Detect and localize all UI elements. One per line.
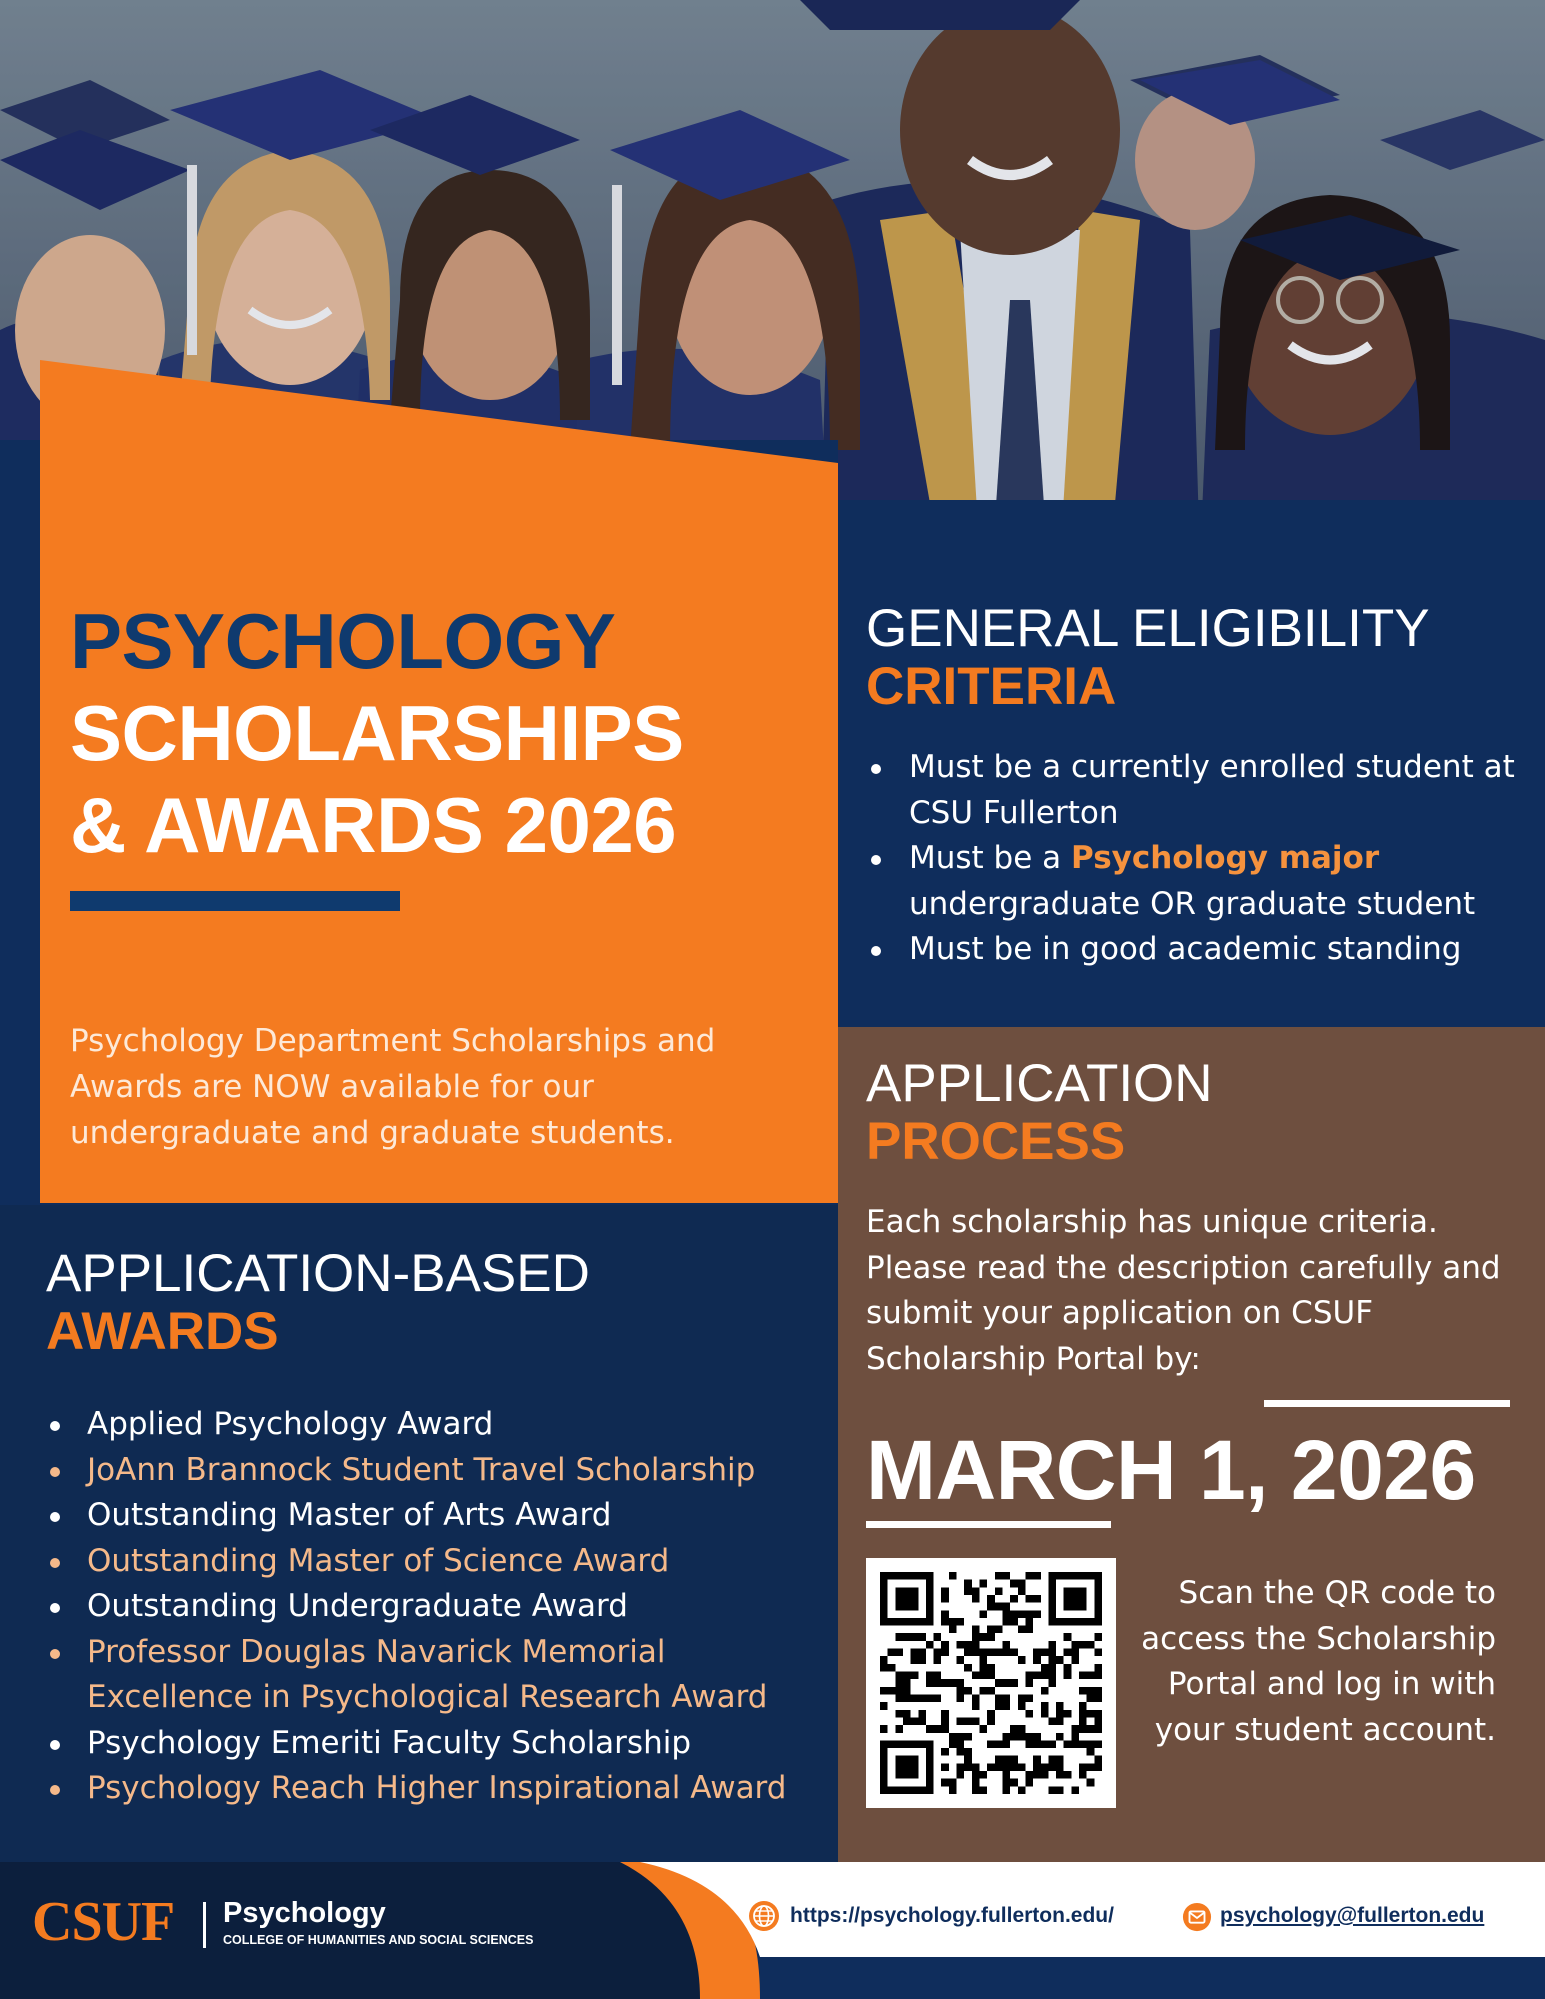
awards-list xyxy=(46,1402,836,1812)
hero-title xyxy=(70,595,810,871)
eligibility-item xyxy=(866,836,1526,927)
hero-title-line-3: & AWARDS 2026 xyxy=(70,781,677,869)
eligibility-item: Must be a currently enrolled student at CSU Fullerton xyxy=(866,745,1526,836)
website-link[interactable]: https://psychology.fullerton.edu/ xyxy=(790,1904,1114,1927)
college-name: COLLEGE OF HUMANITIES AND SOCIAL SCIENCES xyxy=(223,1933,534,1947)
awards-heading xyxy=(46,1245,806,1361)
award-item: Professor Douglas Navarick Memorial Excellence in Psychological Research Award xyxy=(46,1630,836,1721)
award-item: Psychology Reach Higher Inspirational Award xyxy=(46,1766,836,1812)
process-text: Each scholarship has unique criteria. Please read the description carefully and submit your application on CSUF Scholarship Portal by: xyxy=(866,1204,1501,1377)
qr-instructions: Scan the QR code to access the Scholarship Portal and log in with your student account. xyxy=(1141,1575,1496,1748)
process-heading xyxy=(866,1055,1526,1171)
qr-code-pattern xyxy=(880,1572,1102,1794)
process-heading-line-1: APPLICATION xyxy=(866,1054,1213,1113)
eligibility-heading-line-1: GENERAL ELIGIBILITY xyxy=(866,599,1430,658)
deadline-rule-top xyxy=(1264,1400,1510,1407)
hero-title-line-1: PSYCHOLOGY xyxy=(70,597,616,685)
csuf-logo: CSUF xyxy=(32,1891,175,1953)
award-item: Applied Psychology Award xyxy=(46,1402,836,1448)
psychology-major-highlight: Psychology major xyxy=(1071,840,1380,876)
awards-heading-line-1: APPLICATION-BASED xyxy=(46,1244,590,1303)
award-item: Psychology Emeriti Faculty Scholarship xyxy=(46,1721,836,1767)
awards-heading-line-2: AWARDS xyxy=(46,1302,279,1361)
eligibility-list xyxy=(866,745,1526,973)
globe-icon xyxy=(748,1900,780,1932)
award-item: JoAnn Brannock Student Travel Scholarship xyxy=(46,1448,836,1494)
qr-code[interactable] xyxy=(866,1558,1116,1808)
eligibility-heading-line-2: CRITERIA xyxy=(866,657,1117,716)
hero-intro-text: Psychology Department Scholarships and Awards are NOW available for our undergraduate and graduate students. xyxy=(70,1023,716,1151)
award-item: Outstanding Master of Arts Award xyxy=(46,1493,836,1539)
hero-title-line-2: SCHOLARSHIPS xyxy=(70,689,684,777)
logo-divider xyxy=(203,1902,206,1948)
envelope-icon xyxy=(1182,1902,1212,1932)
eligibility-heading xyxy=(866,600,1526,716)
eligibility-item: Must be in good academic standing xyxy=(866,927,1526,973)
eligibility-item-prefix: Must be a xyxy=(909,840,1072,876)
department-name: Psychology xyxy=(223,1897,386,1929)
deadline-rule-bottom xyxy=(866,1521,1111,1528)
email-link[interactable]: psychology@fullerton.edu xyxy=(1220,1904,1485,1927)
hero-divider xyxy=(70,891,400,911)
process-heading-line-2: PROCESS xyxy=(866,1112,1126,1171)
award-item: Outstanding Master of Science Award xyxy=(46,1539,836,1585)
eligibility-item-suffix: undergraduate OR graduate student xyxy=(909,885,1476,922)
deadline-date: MARCH 1, 2026 xyxy=(866,1423,1476,1517)
award-item: Outstanding Undergraduate Award xyxy=(46,1584,836,1630)
